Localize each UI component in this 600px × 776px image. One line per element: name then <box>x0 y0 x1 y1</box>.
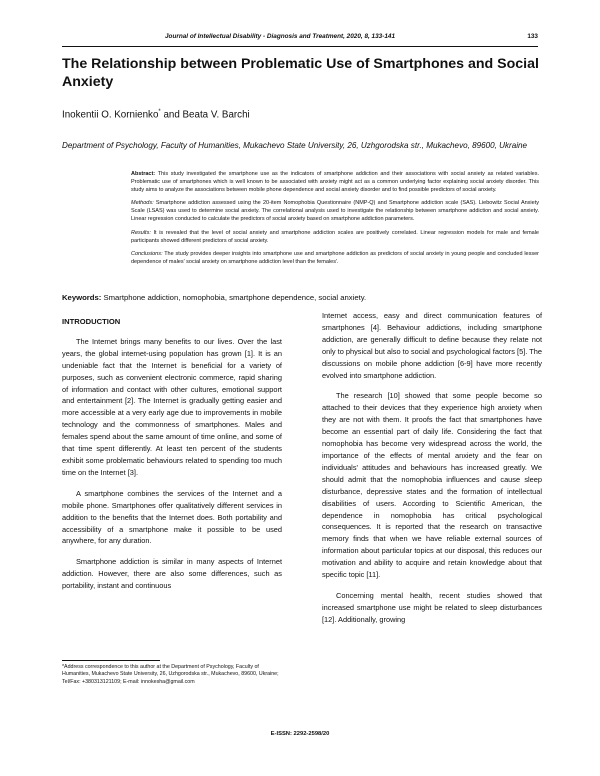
results-paragraph <box>131 229 539 245</box>
affiliation: Department of Psychology, Faculty of Humanities, Mukachevo State University, 26, Uzhgorodska str., Mukachevo, 89600, Ukraine <box>62 141 528 150</box>
keywords <box>62 293 540 302</box>
abstract-text: This study investigated the smartphone use as the indicators of smartphone addiction and their associations with social anxiety as related variables. Problematic use of smartphones which is well known to be associated with anxiety might act as a common underlying factor explaining social anxiety disorder. This study aims to analyze the associations between mobile phone dependence and social anxiety disorder and to find possible predictors of social anxiety. <box>131 171 539 194</box>
conclusions-text: The study provides deeper insights into smartphone use and smartphone addiction as predictors of social anxiety in young people and concluded lesser dependence of males' social anxiety on smartphone addiction level than the females'. <box>131 250 539 265</box>
other-authors: and Beata V. Barchi <box>160 109 250 121</box>
section-heading-introduction: INTRODUCTION <box>62 317 121 326</box>
abstract-label: Abstract: <box>131 171 156 177</box>
paper-title: The Relationship between Problematic Use of Smartphones and Social Anxiety <box>62 56 539 90</box>
author-line <box>62 109 250 120</box>
correspondence-footnote: *Address correspondence to this author at the Department of Psychology, Faculty of Humanities, Mukachevo State University, 26, Uzhgorodska str., Mukachevo, 89600, Ukraine; Tel/Fax: +380313121109; E-mail: innokesha@gmail.com <box>62 664 279 685</box>
keywords-label: Keywords: <box>62 293 102 302</box>
right-column <box>322 310 542 635</box>
body-paragraph: Internet access, easy and direct communication features of smartphones [4]. Behaviour addictions, including smartphone addiction, are generally difficult to define because they relate not only to physical but also to social and psychological factors [5]. The discussions on mobile phone addiction [6-9] have more recently evolved into smartphone addiction. <box>322 311 542 380</box>
journal-citation: Journal of Intellectual Disability - Diagnosis and Treatment, 2020, 8, 133-141 <box>164 33 396 40</box>
keywords-text: Smartphone addiction, nomophobia, smartphone dependence, social anxiety. <box>101 293 367 302</box>
methods-text: Smartphone addiction assessed using the 20-item Nomophobia Questionnaire (NMP-Q) and Smartphone addiction scale (SAS). Liebowitz Social Anxiety Scale (LSAS) was used to determine social anxiety. The correlational analysis used to investigate the relationship between smartphone addiction and social anxiety. Linear regression conducted to calculate the predictors of social anxiety based on smartphone addiction parameters. <box>131 200 539 223</box>
results-text: It is revealed that the level of social anxiety and smartphone addiction scales are positively correlated. Linear regression models for male and female participants showed different predictors of social anxiety. <box>131 229 539 244</box>
body-paragraph: The research [10] showed that some people become so attached to their devices that they experience high anxiety when they are not with them. It proofs the fact that smartphones have become an essential part of daily life. Considering the fact that nomophobia has become very widespread across the world, the importance of the effects of mental anxiety and the fear on individuals' attitudes and behaviours has increased greatly. We should admit that the nomophobia influences and cause sleep disturbance, depressive states and the formation of intellectual disabilities of users. According to Scientific American, the dependence in nomophobia has critical psychological consequences. It is reported that the research on transactive memory finds that when we have reliable external sources of information about particular topics at our disposal, this reduces our motivation and ability to acquire and retain knowledge about that specific topic [11]. <box>322 391 542 580</box>
corresponding-marker: * <box>158 109 161 115</box>
results-label: Results: <box>131 229 151 236</box>
issn-footer: E-ISSN: 2292-2598/20 <box>270 731 330 737</box>
page-number: 133 <box>527 33 538 40</box>
abstract-block <box>131 170 539 271</box>
left-column <box>62 316 282 601</box>
body-paragraph: A smartphone combines the services of the Internet and a mobile phone. Smartphones offer qualitatively different services in addition to the benefits that the Internet does. Both portability and accessibility of a smartphone make it possible to be used anywhere, for any duration. <box>62 488 282 546</box>
body-paragraph: Smartphone addiction is similar in many aspects of Internet addiction. However, there are also some differences, such as portability, instant and continuous <box>62 557 282 591</box>
first-author: Inokentii O. Kornienko <box>62 109 159 121</box>
methods-label: Methods: <box>131 200 154 207</box>
methods-paragraph <box>131 199 539 223</box>
footnote-rule <box>62 660 160 661</box>
body-paragraph: Concerning mental health, recent studies showed that increased smartphone use might be related to sleep disturbances [12]. Additionally, growing <box>322 590 542 624</box>
conclusions-label: Conclusions: <box>131 250 163 257</box>
body-paragraph: The Internet brings many benefits to our lives. Over the last years, the global internet-using population has grown [1]. It is an undeniable fact that the Internet is beneficial for a variety of purposes, such as convenient electronic commerce, rapid sharing of information and contact with other cultures, emotional support and entertainment [2]. The Internet is gradually getting easier and more accessible at a very early age due to improvements in mobile technology and the commonness of smartphones. Males and females spend about the same amount of time online, and some of that time spent differently. At least ten percent of the students exhibit some problematic behaviours related to spending too much time on the Internet [3]. <box>62 336 282 477</box>
abstract-paragraph <box>131 170 539 194</box>
conclusions-paragraph <box>131 250 539 266</box>
running-head <box>62 33 538 45</box>
header-rule <box>62 46 538 47</box>
